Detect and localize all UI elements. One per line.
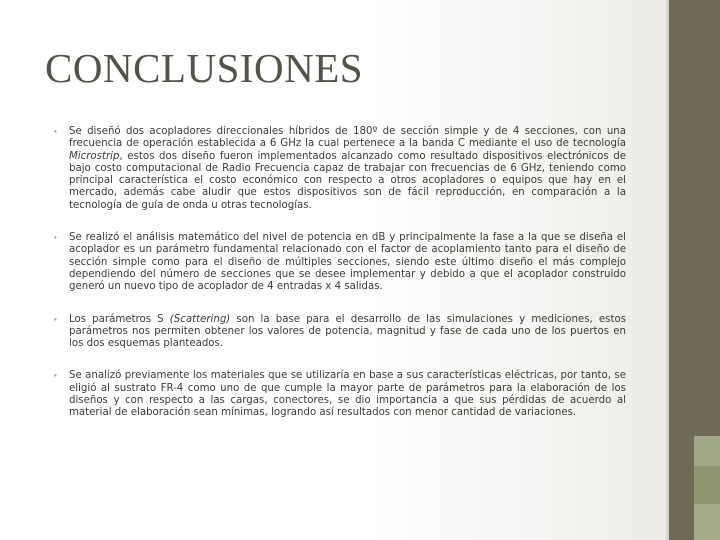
bullet-list — [54, 126, 626, 440]
bullet-text-segment: Se analizó previamente los materiales que se utilizaría en base a sus características eléctricas, por tanto, se eligió al sustrato FR-4 como uno de que cumple la mayor parte de parámetros para la elaboración de los diseños y con respecto a las cargas, conectores, se dio importancia a que sus pérdidas de acuerdo al material de elaboración sean mínimas, logrando así resultados con menor cantidad de variaciones. — [69, 370, 626, 419]
bullet-item — [54, 232, 626, 293]
bullet-text-segment: Se realizó el análisis matemático del nivel de potencia en dB y principalmente la fase a la que se diseña el acoplador es un parámetro fundamental relacionado con el factor de acoplamiento tanto para el diseño de sección simple como para el diseño de múltiples secciones, siendo este último diseño el más complejo dependiendo del número de secciones que se desee implementar y debido a que el acoplador construido generó un nuevo tipo de acoplador de 4 entradas x 4 salidas. — [69, 232, 626, 293]
bullet-item — [54, 314, 626, 351]
bullet-item — [54, 126, 626, 212]
bullet-text-segment: Los parámetros S — [69, 313, 170, 325]
bullet-marker: • — [54, 233, 57, 243]
bullet-marker: • — [54, 127, 57, 136]
bullet-text-segment: son la base para el desarrollo de las simulaciones y mediciones, estos parámetros nos permiten obtener los valores de potencia, magnitud y fase de cada uno de los puertos en los dos esquemas planteados. — [69, 313, 626, 350]
bullet-text — [69, 232, 626, 293]
bullet-text-segment: Se diseñó dos acopladores direccionales híbridos de 180º de sección simple y de 4 secciones, con una frecuencia de operación establecida a 6 GHz la cual pertenece a la banda C mediante el uso de tecnología — [69, 126, 626, 150]
bullet-text — [69, 314, 626, 351]
bullet-text — [69, 370, 626, 419]
bullet-marker: • — [54, 314, 57, 324]
bullet-item — [54, 370, 626, 419]
bullet-text — [69, 126, 626, 212]
accent-block-bottom — [694, 504, 720, 540]
accent-block-middle — [694, 466, 720, 504]
bullet-text-segment: , estos dos diseño fueron implementados alcanzado como resultado dispositivos electrónicos de bajo costo computacional de Radio Frecuencia capaz de trabajar con frecuencias de 6 GHz, teniendo como principal característica el costo económico con respecto a otros acopladores o equipos que hay en el mercado, además cabe aludir que estos dispositivos son de fácil reproducción, en comparación a la tecnología de guía de onda u otras tecnologías. — [69, 150, 626, 211]
bullet-text-italic: Microstrip — [69, 150, 120, 162]
bullet-marker: • — [54, 371, 57, 381]
bullet-text-italic: (Scattering) — [169, 313, 231, 325]
slide-title: CONCLUSIONES — [45, 45, 364, 91]
sidebar-edge — [666, 0, 669, 540]
accent-block-top — [694, 436, 720, 466]
